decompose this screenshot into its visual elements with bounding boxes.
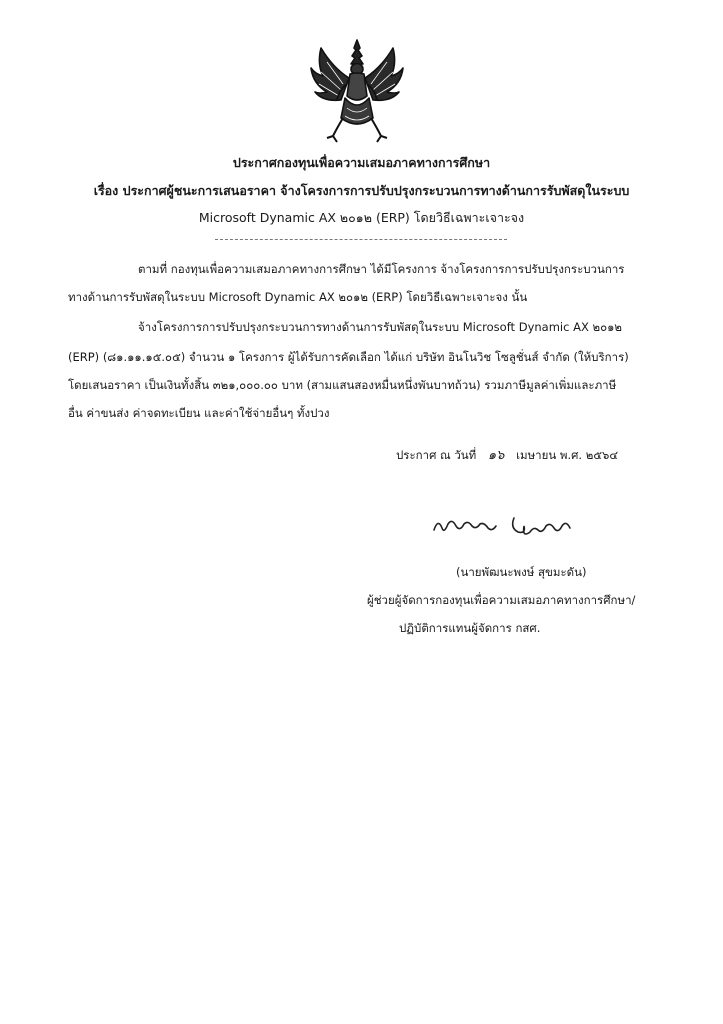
paragraph2-line3: โดยเสนอราคา เป็นเงินทั้งสิ้น ๓๒๑,๐๐๐.๐๐ บาท (สามแสนสองหมื่นหนึ่งพันบาทถ้วน) รวมภาษีมูลค่าเพิ่มและภาษี bbox=[68, 378, 617, 392]
document-title: ประกาศกองทุนเพื่อความเสมอภาคทางการศึกษา bbox=[232, 155, 491, 170]
paragraph2-line1: จ้างโครงการการปรับปรุงกระบวนการทางด้านการรับพัสดุในระบบ Microsoft Dynamic AX ๒๐๑๒ bbox=[138, 320, 622, 334]
announcement-prefix: ประกาศ ณ วันที่ bbox=[396, 448, 477, 462]
signature-icon bbox=[430, 508, 600, 542]
announcement-day: ๑๖ bbox=[487, 448, 505, 463]
signatory-name: (นายพัฒนะพงษ์ สุขมะดัน) bbox=[456, 565, 587, 579]
signatory-position-line1: ผู้ช่วยผู้จัดการกองทุนเพื่อความเสมอภาคทางการศึกษา/ bbox=[367, 593, 636, 607]
divider-dashed bbox=[215, 239, 507, 240]
document-subject-line-2: Microsoft Dynamic AX ๒๐๑๒ (ERP) โดยวิธีเฉพาะเจาะจง bbox=[198, 210, 525, 225]
paragraph1-line1: ตามที่ กองทุนเพื่อความเสมอภาคทางการศึกษา ได้มีโครงการ จ้างโครงการการปรับปรุงกระบวนการ bbox=[138, 262, 625, 276]
announcement-month-year: เมษายน พ.ศ. ๒๕๖๔ bbox=[516, 448, 619, 462]
paragraph2-line4: อื่น ค่าขนส่ง ค่าจดทะเบียน และค่าใช้จ่ายอื่นๆ ทั้งปวง bbox=[68, 406, 330, 420]
signatory-position-line2: ปฏิบัติการแทนผู้จัดการ กสศ. bbox=[399, 621, 541, 635]
garuda-emblem-icon bbox=[307, 38, 407, 146]
paragraph1-line2: ทางด้านการรับพัสดุในระบบ Microsoft Dynamic AX ๒๐๑๒ (ERP) โดยวิธีเฉพาะเจาะจง นั้น bbox=[68, 290, 528, 304]
announcement-date bbox=[396, 446, 618, 465]
paragraph2-line2: (ERP) (๘๑.๑๑.๑๕.๐๕) จำนวน ๑ โครงการ ผู้ได้รับการคัดเลือก ได้แก่ บริษัท อินโนวิช โซลูชั่นส์ จำกัด (ให้บริการ) bbox=[68, 350, 629, 364]
document-subject: เรื่อง ประกาศผู้ชนะการเสนอราคา จ้างโครงการการปรับปรุงกระบวนการทางด้านการรับพัสดุในระบบ bbox=[93, 183, 630, 198]
